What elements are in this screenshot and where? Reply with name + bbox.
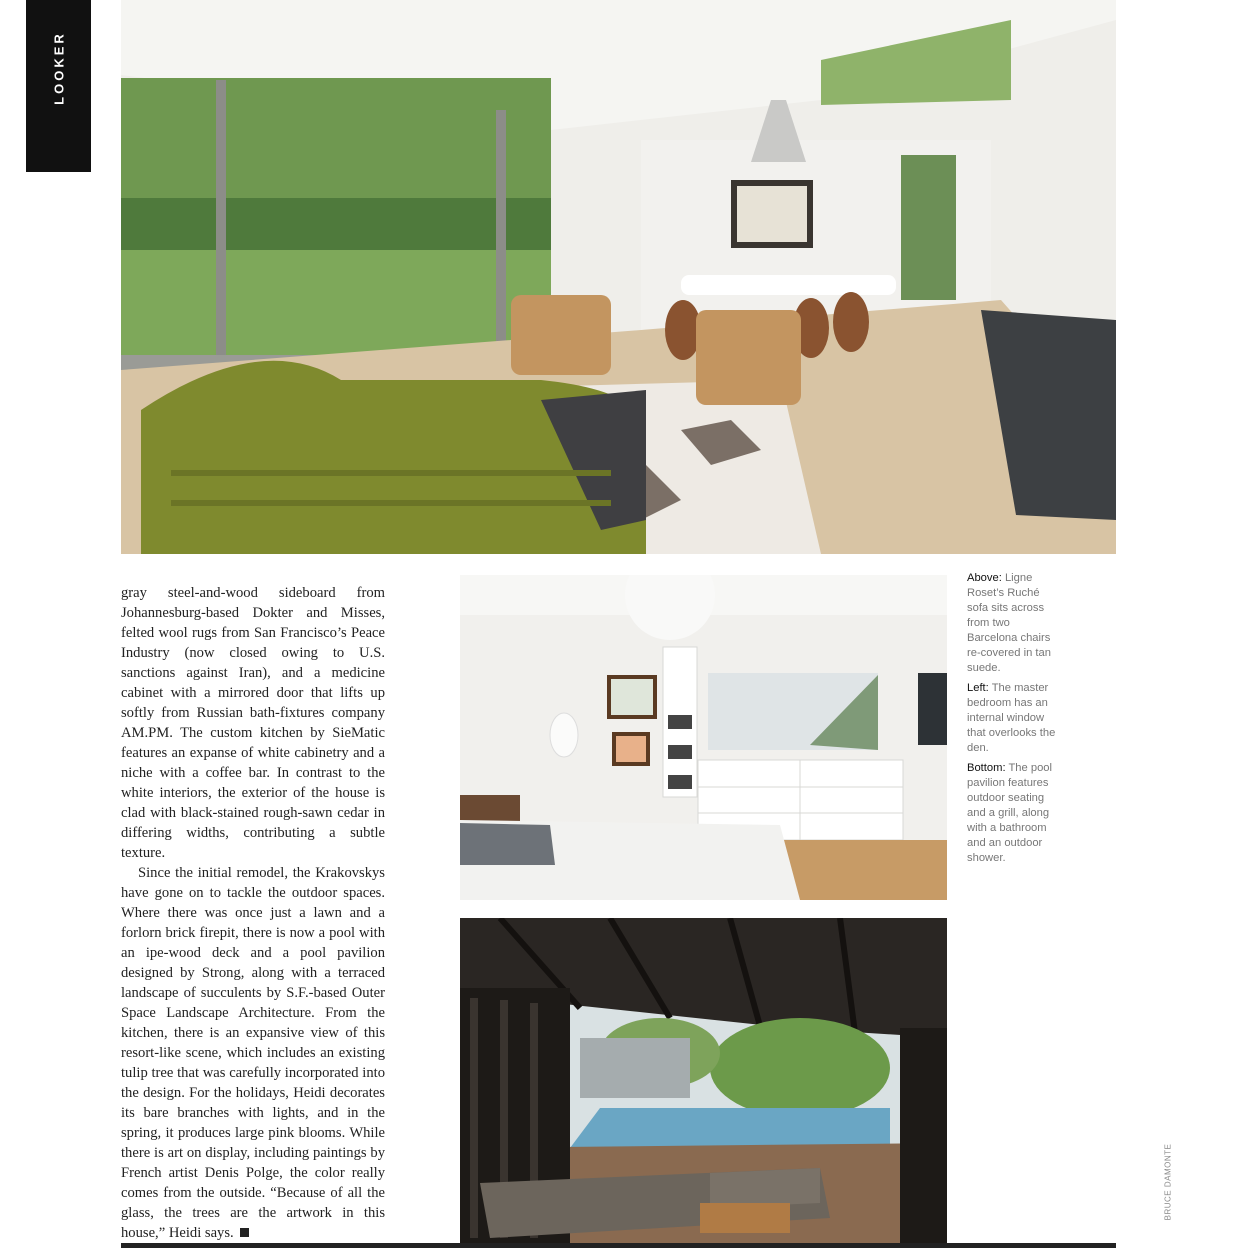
section-tab — [26, 0, 91, 172]
caption-bottom-label: Bottom: — [967, 762, 1006, 774]
caption-bottom — [967, 761, 1063, 866]
end-mark-icon — [240, 1228, 249, 1237]
photo-credit: BRUCE DAMONTE — [1163, 1143, 1173, 1221]
caption-bottom-text: The pool pavilion features outdoor seating and a grill, along with a bathroom and an outdoor shower. — [967, 762, 1053, 864]
caption-left — [967, 681, 1063, 756]
caption-above-label: Above: — [967, 572, 1002, 584]
photo-captions — [967, 571, 1063, 871]
living-room-photo — [121, 0, 1116, 554]
caption-above — [967, 571, 1063, 676]
bedroom-photo — [460, 575, 947, 900]
body-paragraph-2-text: Since the initial remodel, the Krakovskys have gone on to tackle the outdoor spaces. Where there was once just a lawn and a forlorn brick firepit, there is now a pool with an ipe-wood deck and a pool pavilion designed by Strong, along with a terraced landscape of succulents by S.F.-based Outer Space Landscape Architecture. From the kitchen, there is an expansive view of this resort-like scene, which includes an existing tulip tree that was carefully incorporated into the design. For the holidays, Heidi decorates its bare branches with lights, and in the spring, it produces large pink blooms. While there is art on display, including paintings by French artist Denis Polge, the color really comes from the outside. “Because of all the glass, the trees are the artwork in this house,” Heidi says. — [121, 865, 385, 1241]
body-paragraph-2 — [121, 863, 385, 1243]
section-tab-label: LOOKER — [51, 31, 66, 105]
body-paragraph-1: gray steel-and-wood sideboard from Johannesburg-based Dokter and Misses, felted wool rugs from San Francisco’s Peace Industry (now closed owing to U.S. sanctions against Iran), and a medicine cabinet with a mirrored door that lifts up softly from Russian bath-fixtures company AM.PM. The custom kitchen by SieMatic features an expanse of white cabinetry and a niche with a coffee bar. In contrast to the white interiors, the exterior of the house is clad with black-stained rough-sawn cedar in differing widths, contributing a subtle texture. — [121, 585, 385, 861]
article-body — [121, 583, 385, 1243]
caption-left-text: The master bedroom has an internal window that overlooks the den. — [967, 682, 1056, 754]
pool-pavilion-photo — [460, 918, 947, 1244]
caption-left-label: Left: — [967, 682, 989, 694]
caption-above-text: Ligne Roset’s Ruché sofa sits across from two Barcelona chairs re-covered in tan suede. — [967, 572, 1051, 674]
bottom-rule — [121, 1243, 1116, 1248]
